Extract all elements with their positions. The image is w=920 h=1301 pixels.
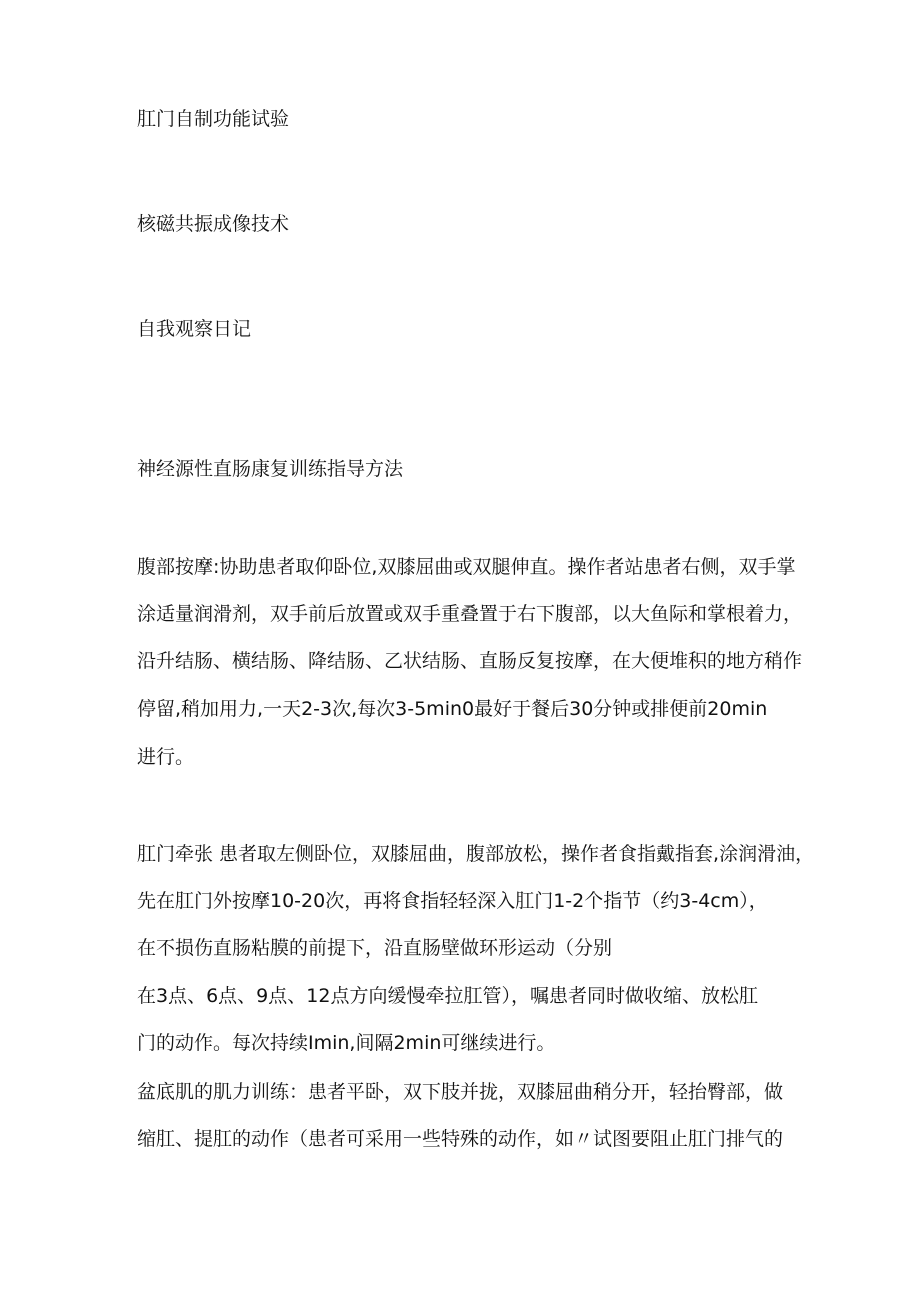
paragraph-line: 停留,稍加用力,一天2-3次,每次3-5min0最好于餐后30分钟或排便前20min (137, 698, 768, 720)
paragraph-line: 先在肛门外按摩10-20次，再将食指轻轻深入肛门1-2个指节（约3-4cm）， (137, 890, 768, 912)
paragraph-line: 进行。 (137, 746, 195, 768)
paragraph-line: 肛门牵张 患者取左侧卧位，双膝屈曲，腹部放松，操作者食指戴指套,涂润滑油， (137, 843, 815, 865)
heading-self-diary: 自我观察日记 (137, 318, 252, 340)
paragraph-line: 盆底肌的肌力训练：患者平卧，双下肢并拢，双膝屈曲稍分开，轻抬臀部，做 (137, 1081, 784, 1103)
paragraph-line: 沿升结肠、横结肠、降结肠、乙状结肠、直肠反复按摩，在大便堆积的地方稍作 (137, 650, 803, 672)
paragraph-line: 缩肛、提肛的动作（患者可采用一些特殊的动作，如〃试图要阻止肛门排气的 (137, 1128, 784, 1150)
heading-guidance-title: 神经源性直肠康复训练指导方法 (137, 458, 404, 480)
heading-anal-function-test: 肛门自制功能试验 (137, 108, 290, 130)
paragraph-line: 涂适量润滑剂，双手前后放置或双手重叠置于右下腹部，以大鱼际和掌根着力， (137, 603, 803, 625)
paragraph-line: 在不损伤直肠粘膜的前提下，沿直肠壁做环形运动（分别 (137, 937, 613, 959)
heading-mri: 核磁共振成像技术 (137, 213, 290, 235)
paragraph-line: 在3点、6点、9点、12点方向缓慢牵拉肛管），嘱患者同时做收缩、放松肛 (137, 985, 758, 1007)
paragraph-line: 门的动作。每次持续Imin,间隔2min可继续进行。 (137, 1032, 556, 1054)
paragraph-line: 腹部按摩:协助患者取仰卧位,双膝屈曲或双腿伸直。操作者站患者右侧，双手掌 (137, 556, 796, 578)
